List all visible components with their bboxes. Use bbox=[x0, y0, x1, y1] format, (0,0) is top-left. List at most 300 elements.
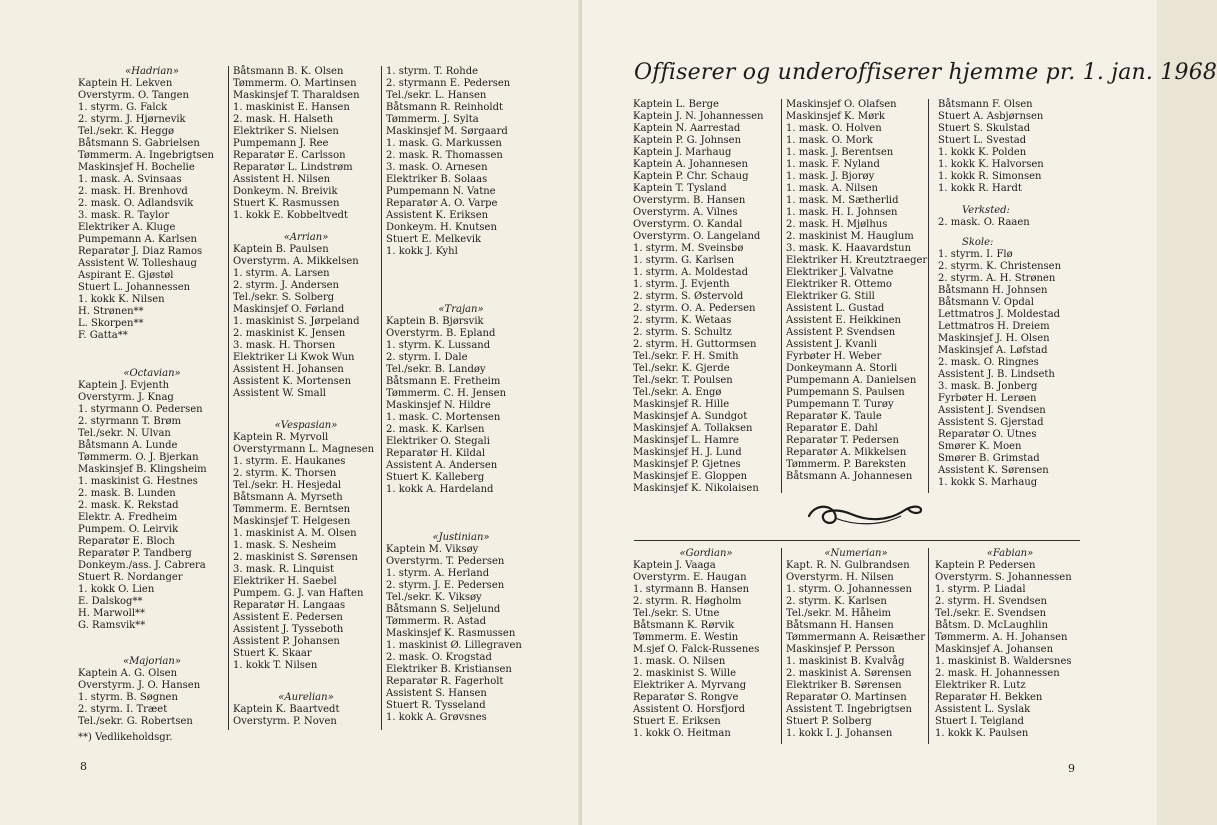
crew-entry: Aspirant E. Gjøstøl bbox=[78, 270, 174, 281]
crew-entry: 2. mask. O. Adlandsvik bbox=[78, 198, 194, 209]
crew-entry: Båtsmann A. Johannesen bbox=[786, 471, 913, 482]
crew-entry: Maskinsjef B. Klingsheim bbox=[78, 464, 207, 475]
crew-entry: 1. kokk A. Grøvsnes bbox=[386, 712, 487, 723]
crew-entry: Assistent J. Tysseboth bbox=[233, 624, 344, 635]
ship-heading: «Justinian» bbox=[432, 532, 490, 543]
crew-entry: 2. styrm. I. Dale bbox=[386, 352, 468, 363]
crew-section bbox=[233, 692, 379, 728]
crew-section bbox=[633, 548, 779, 740]
crew-entry: Assistent O. Horsfjord bbox=[633, 704, 746, 715]
crew-entry: Tel./sekr. K. Viksøy bbox=[386, 592, 482, 603]
crew-entry: 1. kokk K. Halvorsen bbox=[938, 159, 1044, 170]
crew-entry: Kaptein P. Chr. Schaug bbox=[633, 171, 749, 182]
crew-entry: 2. styrm. K. Christensen bbox=[938, 261, 1062, 272]
crew-entry: Assistent J. B. Lindseth bbox=[938, 369, 1055, 380]
crew-entry: 1. styrm. A. Herland bbox=[386, 568, 490, 579]
crew-entry: 1. kokk O. Heitman bbox=[633, 728, 731, 739]
crew-entry: Fyrbøter H. Weber bbox=[786, 351, 882, 362]
crew-entry: Tømmerm. P. Bareksten bbox=[786, 459, 907, 470]
crew-entry: 1. styrm. A. Moldestad bbox=[633, 267, 749, 278]
column-divider bbox=[781, 548, 782, 744]
crew-entry: H. Marwoll** bbox=[78, 608, 146, 619]
crew-entry: Stuert K. Skaar bbox=[233, 648, 312, 659]
crew-entry: 2. styrm. K. Wetaas bbox=[633, 315, 732, 326]
crew-entry: Maskinsjef A. Johansen bbox=[935, 644, 1054, 655]
crew-entry: 1. mask. A. Svinsaas bbox=[78, 174, 182, 185]
crew-entry: Elektriker H. Saebel bbox=[233, 576, 337, 587]
section-gap bbox=[78, 632, 226, 656]
crew-entry: Stuert E. Eriksen bbox=[633, 716, 721, 727]
crew-entry: Kaptein B. Bjørsvik bbox=[386, 316, 484, 327]
crew-entry: Stuert K. Rasmussen bbox=[233, 198, 340, 209]
crew-section bbox=[938, 205, 1088, 229]
crew-entry: Tømmerm. O. J. Bjerkan bbox=[78, 452, 199, 463]
left-column-3 bbox=[386, 66, 536, 724]
crew-entry: 1. styrm. A. Larsen bbox=[233, 268, 330, 279]
crew-entry: Båtsmann H. Johnsen bbox=[938, 285, 1048, 296]
crew-entry: Stuert R. Tysseland bbox=[386, 700, 486, 711]
crew-entry: Kaptein J. Vaaga bbox=[633, 560, 716, 571]
crew-entry: Båtsm. D. McLaughlin bbox=[935, 620, 1048, 631]
crew-entry: Stuert I. Teigland bbox=[935, 716, 1024, 727]
crew-entry: 2. styrm. J. Andersen bbox=[233, 280, 339, 291]
ship-column-2 bbox=[786, 548, 926, 740]
crew-entry: 1. maskinist S. Jørpeland bbox=[233, 316, 360, 327]
crew-section bbox=[233, 66, 379, 222]
crew-entry: Pumpemann J. Ree bbox=[233, 138, 329, 149]
crew-entry: Maskinsjef N. Hildre bbox=[386, 400, 491, 411]
section-gap bbox=[233, 222, 379, 232]
crew-entry: Pumpem. G. J. van Haften bbox=[233, 588, 364, 599]
crew-entry: 1. kokk J. Kyhl bbox=[386, 246, 458, 257]
crew-entry: Overstyrm. T. Pedersen bbox=[386, 556, 505, 567]
crew-entry: Tel./sekr. B. Landøy bbox=[386, 364, 486, 375]
crew-entry: Assistent S. Gjerstad bbox=[938, 417, 1044, 428]
crew-entry: Tømmerm. E. Berntsen bbox=[233, 504, 351, 515]
crew-entry: Reparatør E. Carlsson bbox=[233, 150, 346, 161]
crew-entry: 1. kokk A. Hardeland bbox=[386, 484, 494, 495]
crew-section bbox=[233, 232, 379, 400]
crew-entry: Tel./sekr. S. Solberg bbox=[233, 292, 335, 303]
crew-entry: 2. mask. B. Lunden bbox=[78, 488, 176, 499]
crew-entry: E. Dalskog** bbox=[78, 596, 143, 607]
crew-entry: Assistent S. Hansen bbox=[386, 688, 487, 699]
crew-entry: Tel./sekr. T. Poulsen bbox=[633, 375, 733, 386]
crew-entry: Smører K. Moen bbox=[938, 441, 1022, 452]
crew-entry: 1. kokk K. Paulsen bbox=[935, 728, 1029, 739]
left-column-2 bbox=[233, 66, 379, 728]
section-gap bbox=[938, 195, 1088, 205]
crew-entry: 1. mask. O. Mork bbox=[786, 135, 873, 146]
crew-entry: Reparatør A. O. Varpe bbox=[386, 198, 498, 209]
crew-entry: 2. styrm. H. Guttormsen bbox=[633, 339, 757, 350]
column-divider bbox=[928, 548, 929, 744]
crew-entry: Reparatør S. Rongve bbox=[633, 692, 739, 703]
crew-entry: Assistent P. Johansen bbox=[233, 636, 340, 647]
crew-entry: Pumpemann S. Paulsen bbox=[786, 387, 905, 398]
crew-entry: 1. mask. O. Holven bbox=[786, 123, 882, 134]
ship-heading: «Arrian» bbox=[283, 232, 329, 243]
crew-entry: Båtsmann K. Rørvik bbox=[633, 620, 735, 631]
crew-entry: 1. styrm. O. Johannessen bbox=[786, 584, 912, 595]
crew-entry: F. Gatta** bbox=[78, 330, 128, 341]
crew-entry: Donkeym. N. Breivik bbox=[233, 186, 338, 197]
crew-entry: 2. mask. H. Halseth bbox=[233, 114, 334, 125]
crew-entry: Maskinsjef A. Løfstad bbox=[938, 345, 1048, 356]
crew-entry: Tel./sekr. F. H. Smith bbox=[633, 351, 739, 362]
crew-entry: Assistent E. Pedersen bbox=[233, 612, 343, 623]
crew-entry: 3. mask. O. Arnesen bbox=[386, 162, 488, 173]
ship-heading: «Octavian» bbox=[123, 368, 181, 379]
ship-heading: Skole: bbox=[962, 237, 994, 248]
column-divider bbox=[381, 66, 382, 730]
crew-section bbox=[935, 548, 1085, 740]
crew-entry: Assistent W. Tolleshaug bbox=[78, 258, 197, 269]
crew-entry: 1. mask. F. Nyland bbox=[786, 159, 880, 170]
crew-entry: G. Ramsvik** bbox=[78, 620, 146, 631]
crew-entry: 1. styrm. M. Sveinsbø bbox=[633, 243, 744, 254]
crew-entry: Assistent W. Small bbox=[233, 388, 326, 399]
crew-entry: Assistent L. Syslak bbox=[935, 704, 1031, 715]
crew-entry: Elektriker A. Myrvang bbox=[633, 680, 747, 691]
crew-entry: Pumpemann A. Karlsen bbox=[78, 234, 197, 245]
crew-entry: Båtsmann A. Lunde bbox=[78, 440, 178, 451]
crew-section bbox=[386, 66, 536, 258]
crew-entry: Stuert L. Johannessen bbox=[78, 282, 191, 293]
crew-entry: 1. maskinist Ø. Lillegraven bbox=[386, 640, 522, 651]
crew-entry: Tel./sekr. K. Gjerde bbox=[633, 363, 730, 374]
crew-entry: Maskinsjef T. Tharaldsen bbox=[233, 90, 360, 101]
crew-section bbox=[386, 532, 536, 724]
crew-entry: Tømmerm. C. H. Jensen bbox=[386, 388, 507, 399]
crew-entry: 3. mask. R. Linquist bbox=[233, 564, 335, 575]
crew-entry: Overstyrm. A. Vilnes bbox=[633, 207, 738, 218]
crew-entry: Båtsmann B. K. Olsen bbox=[233, 66, 344, 77]
crew-section bbox=[386, 304, 536, 496]
crew-entry: Maskinsjef K. Mørk bbox=[786, 111, 885, 122]
crew-entry: 2. mask. H. Johannessen bbox=[935, 668, 1060, 679]
crew-entry: 2. maskinist K. Jensen bbox=[233, 328, 346, 339]
crew-entry: Båtsmann S. Gabrielsen bbox=[78, 138, 200, 149]
crew-entry: 2. mask. R. Thomassen bbox=[386, 150, 503, 161]
crew-entry: Båtsmann E. Fretheim bbox=[386, 376, 501, 387]
section-gap bbox=[386, 258, 536, 304]
crew-entry: Kaptein L. Berge bbox=[633, 99, 719, 110]
crew-entry: Elektriker R. Ottemo bbox=[786, 279, 892, 290]
crew-entry: 1. styrm. B. Søgnen bbox=[78, 692, 178, 703]
crew-entry: Maskinsjef H. J. Lund bbox=[633, 447, 742, 458]
crew-entry: 2. mask. O. Ringnes bbox=[938, 357, 1039, 368]
crew-entry: Elektriker B. Solaas bbox=[386, 174, 488, 185]
crew-entry: Fyrbøter H. Lerøen bbox=[938, 393, 1037, 404]
crew-entry: 1. styrmann O. Pedersen bbox=[78, 404, 203, 415]
crew-entry: Elektriker A. Kluge bbox=[78, 222, 176, 233]
crew-entry: 1. styrm. G. Falck bbox=[78, 102, 168, 113]
crew-entry: Elektriker B. Sørensen bbox=[786, 680, 902, 691]
crew-entry: 2. maskinist M. Hauglum bbox=[786, 231, 914, 242]
crew-entry: 2. styrmann T. Brøm bbox=[78, 416, 181, 427]
crew-entry: Stuert R. Nordanger bbox=[78, 572, 183, 583]
crew-entry: 1. styrm. G. Karlsen bbox=[633, 255, 735, 266]
crew-entry: 1. kokk E. Kobbeltvedt bbox=[233, 210, 348, 221]
crew-entry: Overstyrmann L. Magnesen bbox=[233, 444, 375, 455]
crew-entry: 1. maskinist B. Kvalvåg bbox=[786, 656, 905, 667]
ship-heading: Verksted: bbox=[962, 205, 1010, 216]
crew-entry: Reparatør H. Bekken bbox=[935, 692, 1043, 703]
section-gap bbox=[78, 342, 226, 368]
section-gap bbox=[386, 496, 536, 532]
crew-entry: Overstyrm. J. O. Hansen bbox=[78, 680, 201, 691]
crew-entry: 1. maskinist A. M. Olsen bbox=[233, 528, 357, 539]
crew-entry: 3. mask. R. Taylor bbox=[78, 210, 170, 221]
crew-entry: Tel./sekr. E. Svendsen bbox=[935, 608, 1047, 619]
crew-entry: 2. maskinist A. Sørensen bbox=[786, 668, 912, 679]
crew-entry: Tel./sekr. H. Hesjedal bbox=[233, 480, 342, 491]
crew-section bbox=[78, 66, 226, 342]
crew-entry: Lettmatros J. Moldestad bbox=[938, 309, 1061, 320]
crew-entry: 3. mask. H. Thorsen bbox=[233, 340, 336, 351]
crew-entry: 1. mask. O. Nilsen bbox=[633, 656, 726, 667]
section-gap bbox=[233, 400, 379, 420]
crew-entry: Maskinsjef P. Gjetnes bbox=[633, 459, 741, 470]
crew-entry: 2. styrm. A. H. Strønen bbox=[938, 273, 1056, 284]
crew-entry: Elektriker J. Valvatne bbox=[786, 267, 894, 278]
crew-entry: Elektriker S. Nielsen bbox=[233, 126, 339, 137]
crew-entry: Assistent J. Kvanli bbox=[786, 339, 877, 350]
crew-entry: Tel./sekr. M. Håheim bbox=[786, 608, 892, 619]
ship-heading: «Gordian» bbox=[679, 548, 733, 559]
crew-entry: Elektr. A. Fredheim bbox=[78, 512, 178, 523]
ship-heading: «Majorian» bbox=[123, 656, 181, 667]
footnote: **) Vedlikeholdsgr. bbox=[78, 732, 173, 743]
crew-entry: Pumpemann N. Vatne bbox=[386, 186, 496, 197]
crew-entry: Overstyrm. O. Tangen bbox=[78, 90, 189, 101]
crew-entry: 2. styrm. H. Svendsen bbox=[935, 596, 1047, 607]
crew-entry: Båtsmann F. Olsen bbox=[938, 99, 1033, 110]
crew-entry: Lettmatros H. Dreiem bbox=[938, 321, 1050, 332]
crew-entry: Tel./sekr. N. Ulvan bbox=[78, 428, 171, 439]
crew-entry: Kaptein M. Viksøy bbox=[386, 544, 479, 555]
crew-entry: Tømmerm. J. Sylta bbox=[386, 114, 479, 125]
crew-entry: Overstyrm. P. Noven bbox=[233, 716, 337, 727]
crew-entry: 1. styrm. I. Flø bbox=[938, 249, 1013, 260]
crew-entry: 2. styrm. J. Hjørnevik bbox=[78, 114, 186, 125]
crew-entry: Reparatør R. Fagerholt bbox=[386, 676, 504, 687]
crew-entry: Reparatør O. Martinsen bbox=[786, 692, 907, 703]
crew-entry: Stuert P. Solberg bbox=[786, 716, 872, 727]
crew-entry: Maskinsjef T. Helgesen bbox=[233, 516, 351, 527]
crew-entry: Kaptein J. Evjenth bbox=[78, 380, 170, 391]
crew-entry: Elektriker G. Still bbox=[786, 291, 875, 302]
crew-entry: Kapt. R. N. Gulbrandsen bbox=[786, 560, 910, 571]
crew-entry: Kaptein R. Myrvoll bbox=[233, 432, 329, 443]
crew-entry: 2. mask. K. Karlsen bbox=[386, 424, 485, 435]
crew-entry: 2. mask. H. Brenhovd bbox=[78, 186, 188, 197]
crew-entry: 1. kokk R. Simonsen bbox=[938, 171, 1042, 182]
crew-entry: 2. styrm. S. Schultz bbox=[633, 327, 732, 338]
crew-entry: 2. styrmann E. Pedersen bbox=[386, 78, 511, 89]
crew-entry: Stuert E. Melkevik bbox=[386, 234, 482, 245]
crew-entry: Kaptein A. Johannesen bbox=[633, 159, 748, 170]
crew-entry: Maskinsjef H. Bochelie bbox=[78, 162, 195, 173]
crew-entry: Tel./sekr. S. Utne bbox=[633, 608, 720, 619]
crew-entry: Donkeym. H. Knutsen bbox=[386, 222, 497, 233]
page-heading: Offiserer og underoffiserer hjemme pr. 1. jan. 1968 bbox=[634, 60, 1217, 85]
crew-entry: Tømmerm. E. Westin bbox=[633, 632, 739, 643]
crew-entry: Båtsmann H. Hansen bbox=[786, 620, 894, 631]
crew-entry: 2. styrm. R. Høgholm bbox=[633, 596, 742, 607]
crew-entry: 1. maskinist E. Hansen bbox=[233, 102, 350, 113]
crew-entry: 1. mask. A. Nilsen bbox=[786, 183, 878, 194]
crew-entry: 2. maskinist S. Wille bbox=[633, 668, 736, 679]
crew-entry: Kaptein H. Lekven bbox=[78, 78, 173, 89]
crew-entry: Overstyrm. E. Haugan bbox=[633, 572, 747, 583]
crew-section bbox=[233, 420, 379, 672]
crew-entry: Assistent P. Svendsen bbox=[786, 327, 896, 338]
crew-entry: Tømmerm. A. H. Johansen bbox=[935, 632, 1068, 643]
ship-column-1 bbox=[633, 548, 779, 740]
crew-entry: Tømmerm. R. Astad bbox=[386, 616, 487, 627]
crew-entry: Assistent K. Eriksen bbox=[386, 210, 489, 221]
crew-entry: 1. mask. C. Mortensen bbox=[386, 412, 501, 423]
crew-entry: 1. mask. S. Nesheim bbox=[233, 540, 337, 551]
crew-section bbox=[938, 99, 1088, 195]
crew-entry: 1. styrm. T. Rohde bbox=[386, 66, 479, 77]
home-column-1 bbox=[633, 99, 779, 495]
crew-entry: Pumpemann T. Turøy bbox=[786, 399, 894, 410]
crew-entry: Kaptein T. Tysland bbox=[633, 183, 727, 194]
crew-section bbox=[938, 237, 1088, 489]
crew-entry: Tel./sekr. K. Heggø bbox=[78, 126, 174, 137]
crew-entry: 1. kokk O. Lien bbox=[78, 584, 155, 595]
column-divider bbox=[928, 99, 929, 493]
crew-entry: Maskinsjef A. Sundgot bbox=[633, 411, 748, 422]
crew-entry: Overstyrm. B. Epland bbox=[386, 328, 496, 339]
crew-entry: Båtsmann A. Myrseth bbox=[233, 492, 343, 503]
crew-entry: Pumpemann A. Danielsen bbox=[786, 375, 917, 386]
crew-entry: Overstyrm. O. Langeland bbox=[633, 231, 761, 242]
flourish-ornament bbox=[805, 496, 925, 532]
crew-entry: 1. maskinist B. Waldersnes bbox=[935, 656, 1072, 667]
crew-entry: Tel./sekr. L. Hansen bbox=[386, 90, 487, 101]
crew-entry: L. Skorpen** bbox=[78, 318, 144, 329]
crew-entry: 2. styrm. O. A. Pedersen bbox=[633, 303, 756, 314]
crew-entry: 1. styrm. J. Evjenth bbox=[633, 279, 730, 290]
crew-entry: Assistent T. Ingebrigtsen bbox=[786, 704, 912, 715]
crew-entry: 1. styrm. P. Liadal bbox=[935, 584, 1026, 595]
crew-entry: Kaptein A. G. Olsen bbox=[78, 668, 178, 679]
crew-entry: Donkeym./ass. J. Cabrera bbox=[78, 560, 206, 571]
crew-entry: 1. mask. J. Bjorøy bbox=[786, 171, 875, 182]
crew-entry: Stuert A. Asbjørnsen bbox=[938, 111, 1044, 122]
section-gap bbox=[938, 229, 1088, 237]
crew-entry: Overstyrm. A. Mikkelsen bbox=[233, 256, 359, 267]
crew-entry: Tømmerm. O. Martinsen bbox=[233, 78, 357, 89]
crew-entry: 1. kokk K. Nilsen bbox=[78, 294, 165, 305]
crew-entry: Elektriker O. Stegali bbox=[386, 436, 490, 447]
crew-entry: 1. kokk R. Hardt bbox=[938, 183, 1022, 194]
crew-entry: Tømmerm. A. Ingebrigtsen bbox=[78, 150, 214, 161]
crew-entry: 1. kokk T. Nilsen bbox=[233, 660, 318, 671]
crew-entry: Båtsmann V. Opdal bbox=[938, 297, 1034, 308]
crew-entry: Pumpem. O. Leirvik bbox=[78, 524, 179, 535]
crew-entry: Assistent L. Gustad bbox=[786, 303, 885, 314]
crew-entry: Reparatør T. Pedersen bbox=[786, 435, 899, 446]
crew-entry: Kaptein K. Baartvedt bbox=[233, 704, 340, 715]
crew-entry: 2. mask. K. Rekstad bbox=[78, 500, 179, 511]
ship-heading: «Numerian» bbox=[824, 548, 888, 559]
crew-entry: Reparatør J. Diaz Ramos bbox=[78, 246, 203, 257]
crew-entry: Kaptein B. Paulsen bbox=[233, 244, 329, 255]
crew-entry: Reparatør E. Dahl bbox=[786, 423, 878, 434]
crew-entry: Overstyrm. J. Knag bbox=[78, 392, 174, 403]
crew-entry: Maskinsjef M. Sørgaard bbox=[386, 126, 508, 137]
crew-entry: Assistent A. Andersen bbox=[386, 460, 498, 471]
crew-entry: 2. styrm. I. Træet bbox=[78, 704, 168, 715]
crew-entry: Reparatør L. Lindstrøm bbox=[233, 162, 353, 173]
crew-entry: 2. mask. O. Raaen bbox=[938, 217, 1030, 228]
crew-entry: Assistent K. Sørensen bbox=[938, 465, 1049, 476]
ship-heading: «Hadrian» bbox=[125, 66, 179, 77]
ship-heading: «Fabian» bbox=[986, 548, 1034, 559]
crew-section bbox=[786, 548, 926, 740]
crew-entry: Maskinsjef K. Rasmussen bbox=[386, 628, 516, 639]
crew-entry: Assistent H. Johansen bbox=[233, 364, 344, 375]
crew-entry: 1. mask. H. I. Johnsen bbox=[786, 207, 898, 218]
crew-entry: Stuert S. Skulstad bbox=[938, 123, 1031, 134]
crew-entry: Assistent J. Svendsen bbox=[938, 405, 1046, 416]
crew-entry: 1. mask. G. Markussen bbox=[386, 138, 502, 149]
crew-entry: Reparatør E. Bloch bbox=[78, 536, 175, 547]
crew-entry: Reparatør A. Mikkelsen bbox=[786, 447, 907, 458]
crew-entry: Tømmermann A. Reisæther bbox=[786, 632, 925, 643]
crew-entry: Stuert K. Kalleberg bbox=[386, 472, 485, 483]
crew-entry: Reparatør P. Tandberg bbox=[78, 548, 192, 559]
crew-entry: Kaptein J. N. Johannessen bbox=[633, 111, 764, 122]
crew-entry: Maskinsjef E. Gloppen bbox=[633, 471, 748, 482]
crew-entry: 1. kokk K. Polden bbox=[938, 147, 1027, 158]
crew-entry: 2. styrm. S. Østervold bbox=[633, 291, 744, 302]
crew-entry: Maskinsjef O. Olafsen bbox=[786, 99, 897, 110]
home-column-3 bbox=[938, 99, 1088, 489]
left-column-1 bbox=[78, 66, 226, 744]
crew-entry: 1. kokk I. J. Johansen bbox=[786, 728, 893, 739]
crew-entry: M.sjef O. Falck-Russenes bbox=[633, 644, 760, 655]
crew-entry: 1. styrm. K. Lussand bbox=[386, 340, 491, 351]
crew-entry: Maskinsjef P. Persson bbox=[786, 644, 895, 655]
crew-entry: 1. mask. J. Berentsen bbox=[786, 147, 894, 158]
crew-entry: Elektriker Li Kwok Wun bbox=[233, 352, 355, 363]
crew-entry: Elektriker H. Kreutztraeger bbox=[786, 255, 928, 266]
crew-entry: Kaptein P. G. Johnsen bbox=[633, 135, 742, 146]
crew-entry: 2. maskinist S. Sørensen bbox=[233, 552, 358, 563]
crew-entry: 2. styrm. J. E. Pedersen bbox=[386, 580, 505, 591]
section-gap bbox=[233, 672, 379, 692]
ship-heading: «Trajan» bbox=[438, 304, 484, 315]
crew-entry: Tel./sekr. G. Robertsen bbox=[78, 716, 193, 727]
crew-entry: Maskinsjef J. H. Olsen bbox=[938, 333, 1050, 344]
crew-entry: 1. styrm. E. Haukanes bbox=[233, 456, 346, 467]
crew-entry: Maskinsjef O. Førland bbox=[233, 304, 345, 315]
home-column-2 bbox=[786, 99, 926, 483]
crew-entry: 2. mask. H. Mjølhus bbox=[786, 219, 888, 230]
column-divider bbox=[228, 66, 229, 730]
crew-entry: Kaptein N. Aarrestad bbox=[633, 123, 741, 134]
crew-entry: Maskinsjef R. Hille bbox=[633, 399, 730, 410]
column-divider bbox=[781, 99, 782, 493]
crew-entry: 1. mask. M. Sætherlid bbox=[786, 195, 899, 206]
crew-entry: Maskinsjef K. Nikolaisen bbox=[633, 483, 759, 494]
